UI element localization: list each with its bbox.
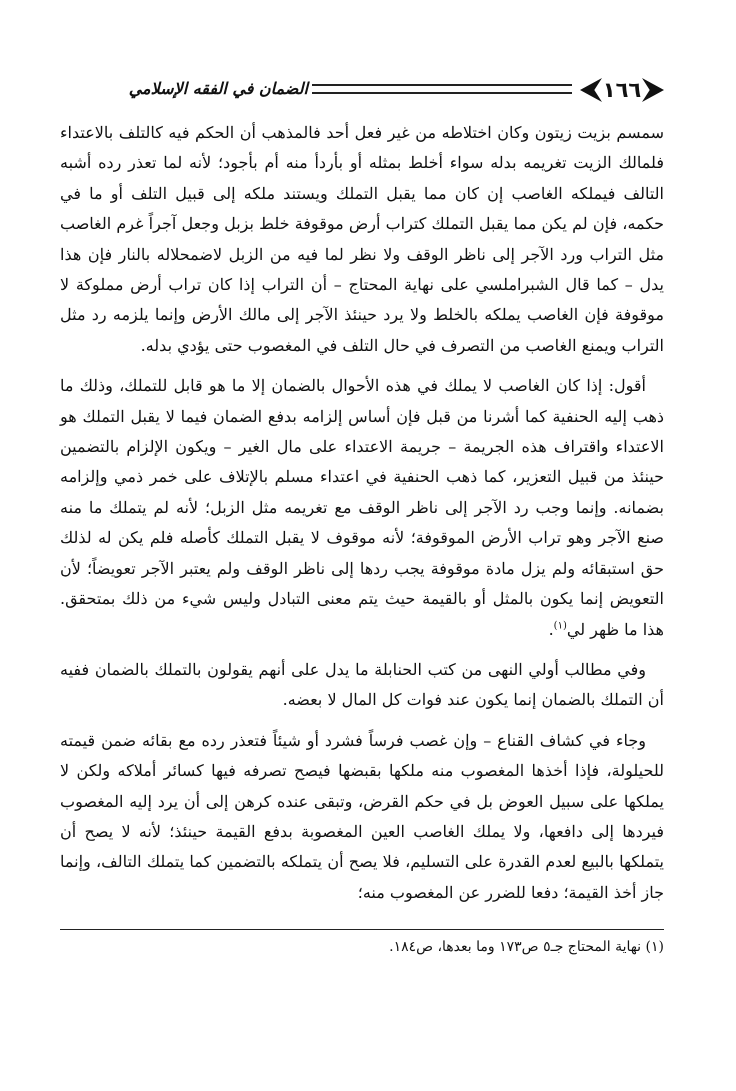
paragraph: [60, 371, 664, 645]
bracket-left-icon: [580, 78, 602, 102]
paragraph: وفي مطالب أولي النهى من كتب الحنابلة ما يدل على أنهم يقولون بالتملك بالضمان ففيه أن التملك بالضمان إنما يكون عند فوات كل المال لا بعضه.: [60, 659, 664, 710]
footnote: (١) نهاية المحتاج جـ٥ ص١٧٣ وما بعدها، ص١٨٤.: [389, 939, 664, 955]
paragraph: وجاء في كشاف القناع – وإن غصب فرساً فشرد أو شيئاً فتعذر رده مع بقائه ضمن قيمته للحيلولة، فإذا أخذها المغصوب منه ملكها بقبضها فيصح تصرفه فيها كسائر أملاكه ولكن لا يملكها على سبيل العوض بل في حكم القرض، وتبقى عنده كرهن إلى أن يرد إليه المغصوب فيردها إلى دافعها، ولا يملك الغاصب العين المغصوبة بدفع القيمة حينئذ؛ لأنه لا يصح أن يتملكها بالبيع لعدم القدرة على التسليم، فلا يصح أن يتملكه بالتضمين كما يتملك التالف، وإنما جاز أخذ القيمة؛ دفعا للضرر عن المغصوب منه؛: [60, 730, 664, 902]
page-number: ١٦٦: [602, 78, 642, 102]
paragraph: سمسم بزيت زيتون وكان اختلاطه من غير فعل أحد فالمذهب أن الحكم فيه كالتلف بالاعتداء فلمالك الزيت تغريمه بدله سواء أخلط بمثله أو بأردأ منه أم بأجود؛ لأنه لما تعذر رده أشبه التالف فيملكه الغاصب إن كان مما يقبل التملك ويستند ملكه إلى قبيل التلف أو ما في حكمه، فإن لم يكن مما يقبل التملك كتراب أرض موقوفة خلط بزبل وجعل آجراً غرم الغاصب مثل التراب ورد الآجر إلى ناظر الوقف ولا نظر لما فيه من الزبل لاضمحلاله بالنار فإن هذا يدل – كما قال الشبراملسي على نهاية المحتاج – أن التراب إذا كان تراب أرض مملوكة لا موقوفة فإن الغاصب يملكه بالخلط ولا يرد حينئذ الآجر إلى مالك الأرض وإنما يلزمه رد مثل التراب ويمنع الغاصب من التصرف في حال التلف في المغصوب حتى يؤدي بدله.: [60, 123, 665, 355]
running-title: الضمان في الفقه الإسلامي: [128, 79, 308, 98]
footnote-divider: [60, 929, 664, 930]
paragraph-end: .: [548, 619, 554, 639]
footnote-marker: (١): [553, 620, 567, 632]
header-double-rule: [312, 84, 572, 94]
page-header: [58, 72, 664, 112]
bracket-right-icon: [642, 78, 664, 102]
paragraph-text: أقول: إذا كان الغاصب لا يملك في هذه الأحوال بالضمان إلا ما هو قابل للتملك، وذلك ما ذهب إليه الحنفية كما أشرنا من قبل فإن أساس إلزامه بدفع الضمان فيما لا يقبل التملك هو الاعتداء واقتراف هذه الجريمة – جريمة الاعتداء على مال الغير – ويكون الإلزام بالتضمين حينئذ من قبيل التعزير، كما ذهب الحنفية في اعتداء مسلم بالإتلاف على خمر ذمي وإلزامه بضمانه. وإنما وجب رد الآجر إلى ناظر الوقف مع تغريمه مثل الزبل؛ لأنه لم يتملك ما منه صنع الآجر وهو تراب الأرض الموقوفة؛ لأنه موقوف لا يقبل التملك كأصله فلم يكن له لذلك حق استبقائه ولم يزل مادة موقوفة يجب ردها إلى ناظر الوقف ولم يعتبر الآجر تعويضاً؛ لأن التعويض إنما يكون بالمثل أو بالقيمة حيث يتم معنى التبادل وليس شيء من ذلك بمتحقق. هذا ما ظهر لي: [60, 376, 664, 639]
body-text: [60, 118, 664, 908]
page-number-badge: [580, 76, 664, 104]
